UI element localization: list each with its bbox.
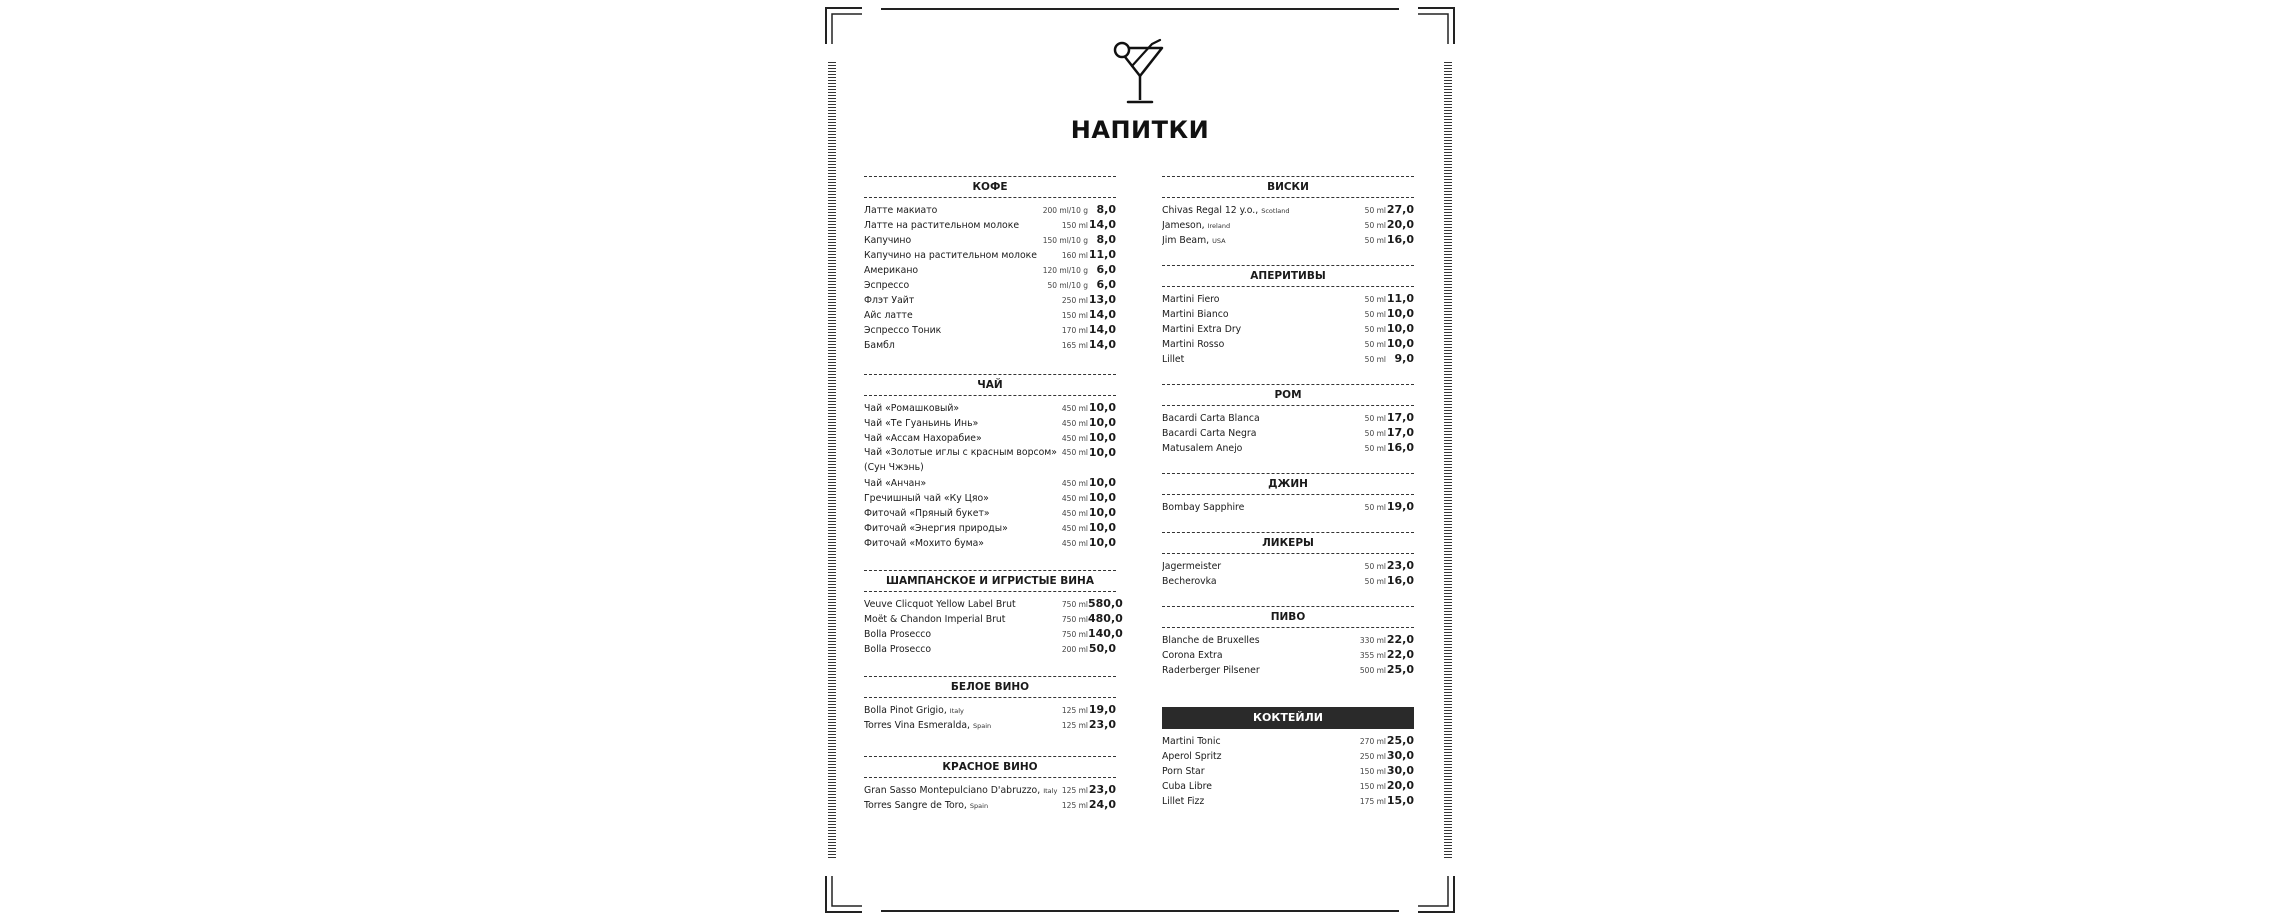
menu-item <box>1162 558 1414 573</box>
item-price: 10,0 <box>1088 521 1116 534</box>
menu-section <box>1162 473 1414 514</box>
item-volume: 450 ml <box>1061 539 1088 548</box>
item-volume: 125 ml <box>1061 706 1088 715</box>
item-name: Lillet Fizz <box>1162 796 1205 807</box>
item-volume: 170 ml <box>1061 326 1088 335</box>
item-volume: 150 ml <box>1359 782 1386 791</box>
item-price: 8,0 <box>1096 203 1116 216</box>
item-volume: 50 ml <box>1364 221 1386 230</box>
menu-item <box>1162 573 1414 588</box>
item-price: 15,0 <box>1386 794 1414 807</box>
item-price: 27,0 <box>1386 203 1414 216</box>
menu-item <box>1162 440 1414 455</box>
item-volume: 150 ml <box>1359 767 1386 776</box>
item-price: 25,0 <box>1386 734 1414 747</box>
item-price: 20,0 <box>1386 779 1414 792</box>
section-heading: ЛИКЕРЫ <box>1162 532 1414 554</box>
item-name: Айс латте <box>864 310 913 321</box>
corner-ornament-top-right <box>1416 4 1456 44</box>
item-name: Martini Rosso <box>1162 339 1225 350</box>
item-volume: 450 ml <box>1061 479 1088 488</box>
corner-ornament-bottom-left <box>824 876 864 916</box>
menu-item <box>1162 232 1414 247</box>
menu-item <box>864 475 1116 490</box>
item-volume: 50 ml <box>1364 429 1386 438</box>
menu-item <box>864 445 1116 475</box>
item-name: Martini Bianco <box>1162 309 1229 320</box>
item-name: Гречишный чай «Ку Цяо» <box>864 493 989 504</box>
item-name: Martini Tonic <box>1162 736 1221 747</box>
item-name: Фиточай «Энергия природы» <box>864 523 1008 534</box>
item-volume: 150 ml <box>1061 221 1088 230</box>
menu-item <box>864 277 1116 292</box>
item-name: Bacardi Carta Blanca <box>1162 413 1260 424</box>
item-name: Чай «Те Гуаньинь Инь» <box>864 418 979 429</box>
item-volume: 150 ml <box>1061 311 1088 320</box>
menu-item <box>1162 202 1414 217</box>
item-name: Aperol Spritz <box>1162 751 1222 762</box>
item-price: 14,0 <box>1088 308 1116 321</box>
item-price: 8,0 <box>1096 233 1116 246</box>
corner-ornament-top-left <box>824 4 864 44</box>
section-heading: ВИСКИ <box>1162 176 1414 198</box>
item-price: 580,0 <box>1088 597 1123 610</box>
item-volume: 450 ml <box>1061 524 1088 533</box>
menu-item <box>864 337 1116 352</box>
item-name: Латте макиато <box>864 205 938 216</box>
item-volume: 50 ml <box>1364 325 1386 334</box>
menu-section <box>864 570 1123 656</box>
menu-item <box>864 626 1123 641</box>
item-price: 480,0 <box>1088 612 1123 625</box>
section-heading: ДЖИН <box>1162 473 1414 495</box>
item-name: Torres Vina Esmeralda, <box>864 720 971 731</box>
section-heading: КОКТЕЙЛИ <box>1162 707 1414 729</box>
item-price: 10,0 <box>1088 401 1116 414</box>
menu-item <box>864 247 1116 262</box>
item-price: 10,0 <box>1088 446 1116 459</box>
menu-item <box>1162 748 1414 763</box>
menu-section <box>1162 606 1414 677</box>
item-name: Bolla Pinot Grigio, <box>864 705 947 716</box>
item-name: Martini Extra Dry <box>1162 324 1242 335</box>
item-price: 10,0 <box>1088 491 1116 504</box>
item-name: Matusalem Anejo <box>1162 443 1243 454</box>
item-name: Corona Extra <box>1162 650 1223 661</box>
menu-section <box>864 756 1116 812</box>
menu-item <box>864 797 1116 812</box>
item-volume: 270 ml <box>1359 737 1386 746</box>
menu-item <box>864 520 1116 535</box>
section-heading: РОМ <box>1162 384 1414 406</box>
menu-page <box>826 0 1454 920</box>
item-name: Bolla Prosecco <box>864 629 932 640</box>
menu-item <box>864 702 1116 717</box>
item-price: 11,0 <box>1386 292 1414 305</box>
item-name: Martini Fiero <box>1162 294 1220 305</box>
item-price: 25,0 <box>1386 663 1414 676</box>
item-name: Raderberger Pilsener <box>1162 665 1260 676</box>
item-price: 14,0 <box>1088 338 1116 351</box>
menu-item <box>864 490 1116 505</box>
item-price: 50,0 <box>1088 642 1116 655</box>
item-name: Чай «Золотые иглы с красным ворсом» (Сун Чжэнь) <box>864 447 1057 473</box>
item-price: 10,0 <box>1088 506 1116 519</box>
item-volume: 250 ml <box>1061 296 1088 305</box>
menu-item <box>1162 217 1414 232</box>
item-price: 140,0 <box>1088 627 1123 640</box>
item-origin: Spain <box>973 722 992 730</box>
menu-section <box>1162 176 1414 247</box>
item-price: 10,0 <box>1088 476 1116 489</box>
item-volume: 450 ml <box>1061 448 1088 457</box>
item-volume: 50 ml <box>1364 295 1386 304</box>
section-heading: АПЕРИТИВЫ <box>1162 265 1414 287</box>
item-volume: 450 ml <box>1061 434 1088 443</box>
item-volume: 450 ml <box>1061 419 1088 428</box>
menu-item <box>864 717 1116 732</box>
item-price: 16,0 <box>1386 233 1414 246</box>
item-volume: 50 ml <box>1364 236 1386 245</box>
menu-item <box>864 202 1116 217</box>
item-volume: 50 ml <box>1364 355 1386 364</box>
section-heading: ПИВО <box>1162 606 1414 628</box>
item-volume: 50 ml <box>1364 577 1386 586</box>
item-name: Бамбл <box>864 340 895 351</box>
menu-section <box>864 176 1116 352</box>
item-price: 17,0 <box>1386 411 1414 424</box>
section-heading: КРАСНОЕ ВИНО <box>864 756 1116 778</box>
item-name: Bolla Prosecco <box>864 644 932 655</box>
menu-item <box>864 641 1116 656</box>
menu-section <box>864 374 1116 550</box>
section-heading: ШАМПАНСКОЕ И ИГРИСТЫЕ ВИНА <box>864 570 1116 592</box>
item-name: Bombay Sapphire <box>1162 502 1245 513</box>
menu-item <box>1162 793 1414 808</box>
item-origin: USA <box>1212 237 1226 245</box>
menu-item <box>1162 425 1414 440</box>
item-price: 16,0 <box>1386 574 1414 587</box>
item-price: 17,0 <box>1386 426 1414 439</box>
item-price: 10,0 <box>1088 536 1116 549</box>
item-price: 22,0 <box>1386 633 1414 646</box>
corner-ornament-bottom-right <box>1416 876 1456 916</box>
item-price: 24,0 <box>1088 798 1116 811</box>
item-name: Фиточай «Пряный букет» <box>864 508 990 519</box>
menu-item <box>1162 647 1414 662</box>
item-volume: 330 ml <box>1359 636 1386 645</box>
menu-item <box>1162 632 1414 647</box>
item-name: Porn Star <box>1162 766 1205 777</box>
item-volume: 125 ml <box>1061 786 1088 795</box>
item-name: Becherovka <box>1162 576 1217 587</box>
item-volume: 200 ml <box>1061 645 1088 654</box>
item-name: Cuba Libre <box>1162 781 1212 792</box>
item-name: Jim Beam, <box>1162 235 1210 246</box>
menu-title: НАПИТКИ <box>1070 116 1210 144</box>
item-volume: 750 ml <box>1061 630 1088 639</box>
item-price: 13,0 <box>1088 293 1116 306</box>
item-origin: Scotland <box>1261 207 1290 215</box>
item-volume: 50 ml <box>1364 310 1386 319</box>
item-volume: 50 ml <box>1364 206 1386 215</box>
item-name: Американо <box>864 265 919 276</box>
item-volume: 125 ml <box>1061 721 1088 730</box>
item-name: Bacardi Carta Negra <box>1162 428 1257 439</box>
item-volume: 50 ml <box>1364 503 1386 512</box>
item-price: 10,0 <box>1088 416 1116 429</box>
menu-item <box>1162 306 1414 321</box>
item-origin: Spain <box>969 802 989 810</box>
item-price: 10,0 <box>1386 337 1414 350</box>
item-volume: 450 ml <box>1061 509 1088 518</box>
item-origin: Italy <box>949 707 964 715</box>
menu-item <box>864 217 1116 232</box>
item-volume: 160 ml <box>1061 251 1088 260</box>
item-price: 6,0 <box>1096 263 1116 276</box>
item-price: 30,0 <box>1386 749 1414 762</box>
item-volume: 175 ml <box>1359 797 1386 806</box>
item-name: Torres Sangre de Toro, <box>864 800 967 811</box>
menu-item <box>864 596 1123 611</box>
menu-item <box>1162 321 1414 336</box>
item-volume: 50 ml/10 g <box>1047 281 1088 290</box>
item-name: Фиточай «Мохито бума» <box>864 538 984 549</box>
menu-item <box>1162 763 1414 778</box>
item-name: Blanche de Bruxelles <box>1162 635 1260 646</box>
top-rule <box>881 8 1399 10</box>
item-name: Чай «Анчан» <box>864 478 927 489</box>
left-column <box>864 176 1123 812</box>
menu-item <box>1162 291 1414 306</box>
item-name: Латте на растительном молоке <box>864 220 1020 231</box>
item-name: Moët & Chandon Imperial Brut <box>864 614 1006 625</box>
item-name: Эспрессо Тоник <box>864 325 942 336</box>
item-volume: 450 ml <box>1061 494 1088 503</box>
menu-item <box>1162 778 1414 793</box>
item-volume: 200 ml/10 g <box>1042 206 1088 215</box>
item-origin: Italy <box>1043 787 1058 795</box>
right-hatched-border <box>1444 62 1452 860</box>
menu-section <box>1162 707 1414 808</box>
item-volume: 50 ml <box>1364 414 1386 423</box>
item-name: Эспрессо <box>864 280 910 291</box>
menu-section <box>1162 384 1414 455</box>
menu-item <box>1162 351 1414 366</box>
item-price: 6,0 <box>1096 278 1116 291</box>
item-name: Флэт Уайт <box>864 295 915 306</box>
menu-item <box>864 535 1116 550</box>
item-volume: 150 ml/10 g <box>1042 236 1088 245</box>
menu-item <box>1162 662 1414 677</box>
menu-section <box>1162 532 1414 588</box>
item-name: Veuve Clicquot Yellow Label Brut <box>864 599 1016 610</box>
bottom-rule <box>881 910 1399 912</box>
item-volume: 125 ml <box>1061 801 1088 810</box>
item-name: Чай «Ассам Нахорабие» <box>864 433 982 444</box>
item-price: 23,0 <box>1088 718 1116 731</box>
item-volume: 750 ml <box>1061 615 1088 624</box>
menu-item <box>864 782 1116 797</box>
item-price: 10,0 <box>1386 322 1414 335</box>
item-name: Gran Sasso Montepulciano D'abruzzo, <box>864 785 1041 796</box>
item-volume: 750 ml <box>1061 600 1088 609</box>
section-heading: ЧАЙ <box>864 374 1116 396</box>
item-name: Chivas Regal 12 y.o., <box>1162 205 1259 216</box>
section-heading: КОФЕ <box>864 176 1116 198</box>
item-volume: 50 ml <box>1364 340 1386 349</box>
item-volume: 450 ml <box>1061 404 1088 413</box>
menu-item <box>864 262 1116 277</box>
item-price: 11,0 <box>1088 248 1116 261</box>
menu-section <box>864 676 1116 732</box>
item-name: Jameson, <box>1162 220 1205 231</box>
item-name: Капучино на растительном молоке <box>864 250 1037 261</box>
item-price: 16,0 <box>1386 441 1414 454</box>
menu-item <box>864 400 1116 415</box>
right-column <box>1162 176 1414 808</box>
menu-item <box>864 415 1116 430</box>
item-volume: 165 ml <box>1061 341 1088 350</box>
item-price: 30,0 <box>1386 764 1414 777</box>
item-price: 19,0 <box>1088 703 1116 716</box>
menu-item <box>864 307 1116 322</box>
item-volume: 50 ml <box>1364 444 1386 453</box>
item-volume: 50 ml <box>1364 562 1386 571</box>
item-volume: 355 ml <box>1359 651 1386 660</box>
menu-item <box>864 430 1116 445</box>
item-name: Lillet <box>1162 354 1185 365</box>
menu-item <box>1162 499 1414 514</box>
menu-item <box>864 322 1116 337</box>
left-hatched-border <box>828 62 836 860</box>
menu-item <box>1162 410 1414 425</box>
menu-section <box>1162 265 1414 366</box>
menu-item <box>1162 336 1414 351</box>
item-price: 19,0 <box>1386 500 1414 513</box>
item-price: 22,0 <box>1386 648 1414 661</box>
item-price: 23,0 <box>1386 559 1414 572</box>
item-volume: 120 ml/10 g <box>1042 266 1088 275</box>
item-price: 9,0 <box>1394 352 1414 365</box>
item-volume: 500 ml <box>1359 666 1386 675</box>
item-price: 14,0 <box>1088 323 1116 336</box>
item-price: 10,0 <box>1386 307 1414 320</box>
item-name: Капучино <box>864 235 912 246</box>
menu-item <box>864 232 1116 247</box>
item-price: 10,0 <box>1088 431 1116 444</box>
menu-item <box>864 505 1116 520</box>
menu-item <box>864 292 1116 307</box>
section-heading: БЕЛОЕ ВИНО <box>864 676 1116 698</box>
item-price: 20,0 <box>1386 218 1414 231</box>
item-price: 14,0 <box>1088 218 1116 231</box>
item-name: Чай «Ромашковый» <box>864 403 960 414</box>
menu-item <box>1162 733 1414 748</box>
item-price: 23,0 <box>1088 783 1116 796</box>
item-volume: 250 ml <box>1359 752 1386 761</box>
menu-item <box>864 611 1123 626</box>
item-name: Jagermeister <box>1162 561 1222 572</box>
item-origin: Ireland <box>1207 222 1231 230</box>
cocktail-glass-icon <box>1106 38 1178 110</box>
